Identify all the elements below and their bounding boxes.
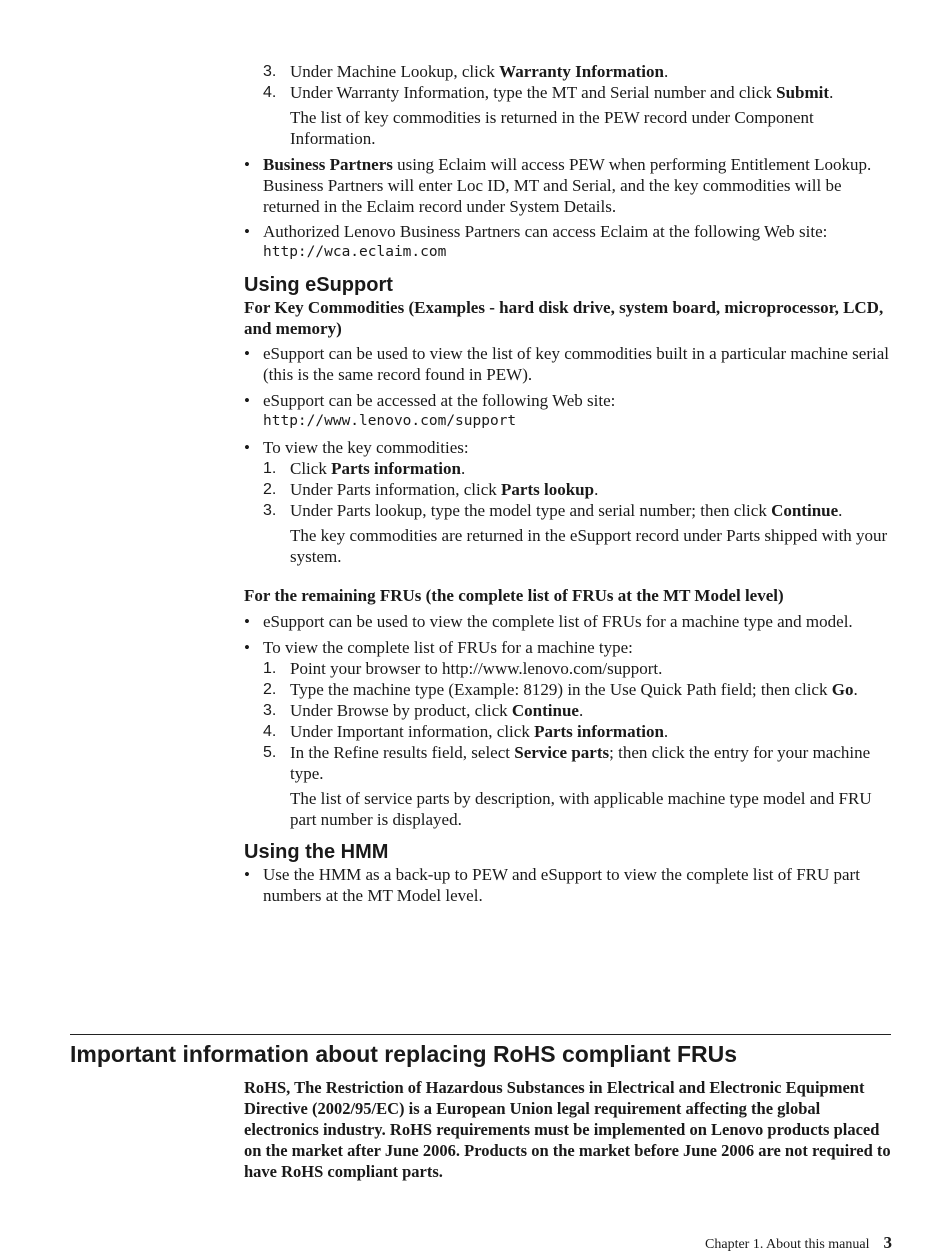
bullet-text: using Eclaim will access PEW when performing Entitlement Lookup. Business Partners will enter Loc ID, MT and Serial, and the key commodities will be returned in the Eclaim record under System Details.	[263, 155, 872, 216]
bullet-text: To view the key commodities:	[263, 438, 469, 457]
bullet-text: Authorized Lenovo Business Partners can access Eclaim at the following Web site:	[263, 222, 828, 241]
step-text: Under Important information, click	[290, 722, 535, 741]
step-bold-text: Parts information	[331, 459, 461, 478]
step-warranty-4	[244, 82, 894, 103]
warranty-note: The list of key commodities is returned in the PEW record under Component Information.	[290, 108, 814, 148]
step-number: 1.	[263, 660, 277, 677]
step-text-end: .	[663, 722, 669, 741]
lenovo-support-url-link[interactable]: http://www.lenovo.com/support	[263, 413, 517, 429]
step-text: Under Parts information, click	[290, 480, 502, 499]
bullet-text: eSupport can be accessed at the following Web site:	[263, 391, 616, 410]
step-text: Point your browser to http://www.lenovo.com/support.	[290, 659, 663, 678]
page-footer	[705, 1232, 892, 1255]
bullet-text: Use the HMM as a back-up to PEW and eSupport to view the complete list of FRU part numbers at the MT Model level.	[263, 865, 860, 905]
step-number: 3.	[263, 702, 277, 719]
step-text-end: .	[853, 680, 858, 699]
hmm-bullet	[244, 864, 894, 906]
esupport-heading: Using eSupport	[244, 274, 393, 296]
key-commodities-subheading: For Key Commodities (Examples - hard disk drive, system board, microprocessor, LCD, and memory)	[244, 298, 884, 338]
step-bold-text: Submit	[776, 83, 830, 102]
warranty-steps-block	[244, 61, 894, 906]
esupport-steps-note: The key commodities are returned in the eSupport record under Parts shipped with your system.	[290, 526, 888, 566]
remaining-bullet-1	[244, 611, 894, 632]
step-warranty-3	[244, 61, 894, 82]
step-number: 4.	[263, 723, 277, 740]
step-bold-text: Continue	[771, 501, 839, 520]
hmm-heading: Using the HMM	[244, 841, 389, 863]
esupport-step-2	[244, 479, 894, 500]
eclaim-url-link[interactable]: http://wca.eclaim.com	[263, 244, 447, 260]
step-number: 4.	[263, 84, 277, 101]
step-text: Type the machine type (Example: 8129) in the Use Quick Path field; then click	[290, 680, 832, 699]
remaining-step-5	[244, 742, 894, 784]
step-text: Click	[290, 459, 332, 478]
bullet-glyph: •	[244, 344, 250, 363]
step-number: 5.	[263, 744, 277, 761]
bullet-glyph: •	[244, 391, 250, 410]
remaining-step-4	[244, 721, 894, 742]
rohs-heading: Important information about replacing RoHS compliant FRUs	[70, 1041, 738, 1067]
remaining-steps-note: The list of service parts by description, with applicable machine type model and FRU part number is displayed.	[290, 789, 872, 829]
section-divider	[70, 1034, 891, 1035]
bullet-text: eSupport can be used to view the list of key commodities built in a particular machine serial (this is the same record found in PEW).	[263, 344, 889, 384]
step-text: Under Browse by product, click	[290, 701, 512, 720]
page-number: 3	[883, 1233, 892, 1252]
step-text: Under Parts lookup, type the model type and serial number; then click	[290, 501, 772, 520]
bullet-business-partners	[244, 154, 894, 217]
bullet-text: To view the complete list of FRUs for a machine type:	[263, 638, 633, 657]
step-bold-text: Go	[831, 680, 854, 699]
bullet-text: eSupport can be used to view the complete list of FRUs for a machine type and model.	[263, 612, 853, 631]
step-text-end: .	[663, 62, 669, 81]
step-number: 2.	[263, 481, 277, 498]
step-text-end: .	[578, 701, 584, 720]
esupport-bullet-1	[244, 343, 894, 385]
bullet-authorized-partners	[244, 221, 894, 263]
step-number: 2.	[263, 681, 277, 698]
step-number: 1.	[263, 460, 277, 477]
step-text: Under Warranty Information, type the MT and Serial number and click	[290, 83, 777, 102]
esupport-bullet-2	[244, 390, 894, 432]
step-bold-text: Parts information	[534, 722, 664, 741]
step-text-end: .	[460, 459, 466, 478]
bullet-glyph: •	[244, 638, 250, 657]
step-text-end: .	[594, 480, 599, 499]
esupport-step-3	[244, 500, 894, 521]
bullet-glyph: •	[244, 155, 250, 174]
esupport-bullet-3	[244, 437, 894, 458]
remaining-step-1	[244, 658, 894, 679]
step-text-end: .	[838, 501, 843, 520]
rohs-paragraph: RoHS, The Restriction of Hazardous Substances in Electrical and Electronic Equipment Directive (2002/95/EC) is a European Union legal requirement affecting the global electronics industry. RoHS requirements must be implemented on Lenovo products placed on the market after June 2006. Products on the market before June 2006 are not required to have RoHS compliant parts.	[244, 1078, 891, 1181]
step-text-end: ; then click the entry for your machine type.	[290, 743, 871, 783]
remaining-frus-subheading: For the remaining FRUs (the complete list of FRUs at the MT Model level)	[244, 586, 784, 605]
bullet-glyph: •	[244, 222, 250, 241]
footer-chapter: Chapter 1. About this manual	[705, 1237, 870, 1252]
step-number: 3.	[263, 63, 277, 80]
bullet-glyph: •	[244, 865, 250, 884]
bullet-glyph: •	[244, 612, 250, 631]
step-text: Under Machine Lookup, click	[290, 62, 500, 81]
step-text-end: .	[829, 83, 834, 102]
bullet-bold-text: Business Partners	[263, 155, 393, 174]
step-text: In the Refine results field, select	[290, 743, 515, 762]
esupport-step-1	[244, 458, 894, 479]
step-number: 3.	[263, 502, 277, 519]
step-bold-text: Service parts	[514, 743, 610, 762]
step-bold-text: Parts lookup	[501, 480, 595, 499]
bullet-glyph: •	[244, 438, 250, 457]
step-bold-text: Continue	[511, 701, 579, 720]
remaining-bullet-2	[244, 637, 894, 658]
remaining-step-3	[244, 700, 894, 721]
step-bold-text: Warranty Information	[499, 62, 664, 81]
remaining-step-2	[244, 679, 894, 700]
